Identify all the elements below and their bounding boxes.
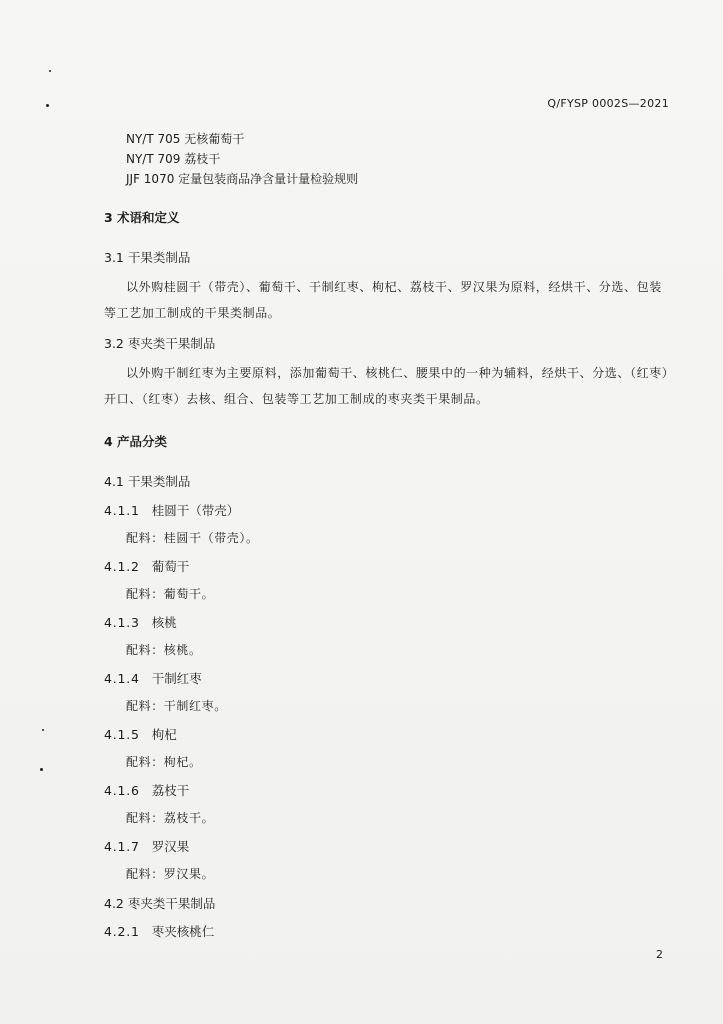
clause-title: 枸杞 <box>151 727 177 742</box>
clause-text: 配料：枸杞。 <box>126 755 202 769</box>
clause-text: 配料：核桃。 <box>126 643 202 657</box>
clause-heading <box>104 557 189 575</box>
clause-text: 配料：罗汉果。 <box>126 867 215 881</box>
subsection-heading: 4.2 枣夹类干果制品 <box>104 896 216 911</box>
reference-item: NY/T 705 无核葡萄干 <box>126 132 245 146</box>
document-code: Q/FYSP 0002S—2021 <box>547 97 669 110</box>
subsection-heading: 3.2 枣夹类干果制品 <box>104 336 216 351</box>
clause-number: 4.1.4 <box>104 671 140 686</box>
paragraph-line: 以外购干制红枣为主要原料，添加葡萄干、核桃仁、腰果中的一种为辅料，经烘干、分选、（红枣） <box>126 366 675 380</box>
clause-text: 配料：葡萄干。 <box>126 587 215 601</box>
subsection-heading: 4.1 干果类制品 <box>104 474 191 489</box>
section-heading: 3 术语和定义 <box>104 210 180 225</box>
clause-title: 核桃 <box>151 615 177 630</box>
page-number: 2 <box>656 948 663 961</box>
clause-number: 4.1.2 <box>104 559 140 574</box>
clause-heading <box>104 781 189 799</box>
clause-title: 桂圆干（带壳） <box>151 503 240 518</box>
reference-item: JJF 1070 定量包装商品净含量计量检验规则 <box>126 172 359 186</box>
clause-number: 4.1.3 <box>104 615 140 630</box>
clause-text: 配料：荔枝干。 <box>126 811 215 825</box>
reference-item: NY/T 709 荔枝干 <box>126 152 221 166</box>
clause-number: 4.1.6 <box>104 783 140 798</box>
scan-mark <box>40 768 43 771</box>
paragraph-line: 开口、（红枣）去核、组合、包装等工艺加工制成的枣夹类干果制品。 <box>104 392 489 406</box>
clause-number: 4.1.5 <box>104 727 140 742</box>
clause-heading <box>104 613 177 631</box>
clause-title: 荔枝干 <box>151 783 190 798</box>
scan-mark <box>49 70 51 72</box>
clause-title: 枣夹核桃仁 <box>151 924 215 939</box>
scan-mark <box>46 104 49 107</box>
subsection-heading: 3.1 干果类制品 <box>104 250 191 265</box>
clause-number: 4.2.1 <box>104 924 140 939</box>
clause-heading <box>104 669 202 687</box>
clause-title: 葡萄干 <box>151 559 190 574</box>
clause-heading <box>104 501 239 519</box>
clause-number: 4.1.1 <box>104 503 140 518</box>
section-heading: 4 产品分类 <box>104 434 168 449</box>
clause-heading <box>104 725 177 743</box>
clause-heading <box>104 922 214 940</box>
clause-heading <box>104 837 189 855</box>
clause-text: 配料：桂圆干（带壳）。 <box>126 531 259 545</box>
paragraph-line: 等工艺加工制成的干果类制品。 <box>104 306 281 320</box>
scan-mark <box>42 729 44 731</box>
paragraph-line: 以外购桂圆干（带壳）、葡萄干、干制红枣、枸杞、荔枝干、罗汉果为原料，经烘干、分选、包装 <box>126 280 662 294</box>
clause-title: 罗汉果 <box>151 839 190 854</box>
clause-text: 配料：干制红枣。 <box>126 699 227 713</box>
clause-title: 干制红枣 <box>151 671 202 686</box>
clause-number: 4.1.7 <box>104 839 140 854</box>
